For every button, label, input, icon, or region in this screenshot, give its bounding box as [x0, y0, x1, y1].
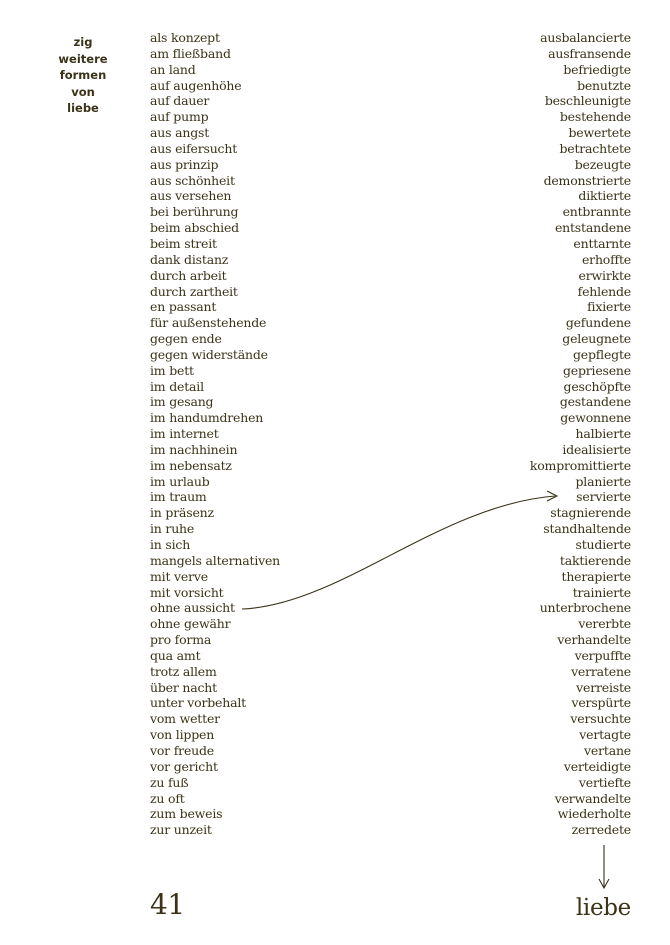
left-list-item: im bett [150, 362, 194, 378]
right-list-item: entstandene [554, 220, 631, 236]
right-list-item: standhaltende [543, 521, 631, 537]
right-list-item: gewonnene [560, 410, 631, 426]
left-list-item: durch zartheit [150, 283, 238, 299]
left-list-item: ohne aussicht [150, 600, 235, 616]
left-list-item: im gesang [150, 394, 214, 410]
left-list-item: im nachhinein [150, 441, 238, 457]
left-list-item: zu fuß [150, 774, 189, 790]
left-list-item: im detail [150, 378, 204, 394]
right-list-item: verratene [571, 663, 631, 679]
left-list-item: qua amt [150, 647, 201, 663]
right-list-item: taktierende [559, 552, 631, 568]
right-list-item: bestehende [559, 109, 631, 125]
left-list-item: gegen ende [150, 331, 222, 347]
right-list-item: verhandelte [557, 632, 631, 648]
right-list-item: stagnierende [550, 505, 631, 521]
left-list-item: auf augenhöhe [150, 77, 242, 93]
left-list-item: im handumdrehen [150, 410, 264, 426]
left-list-item: als konzept [150, 30, 220, 45]
curved-arrow-line [242, 496, 555, 609]
left-list-item: in präsenz [150, 505, 214, 521]
left-list-item: über nacht [150, 679, 217, 695]
right-list-item: halbierte [575, 426, 631, 442]
right-list-item: befriedigte [563, 61, 631, 77]
right-list-item: beschleunigte [544, 93, 631, 109]
left-list-item: im nebensatz [150, 457, 232, 473]
right-list-item: unterbrochene [539, 600, 631, 616]
left-list-item: unter vorbehalt [150, 695, 246, 711]
left-list-item: dank distanz [150, 251, 229, 267]
left-list-item: von lippen [150, 727, 215, 743]
right-list-item: ausbalancierte [540, 30, 631, 45]
right-list-item: vererbte [578, 616, 631, 632]
left-list-item: zur unzeit [150, 822, 212, 838]
left-list-item: in sich [150, 537, 191, 552]
right-list-item: gepriesene [562, 362, 631, 378]
left-list-item: aus angst [150, 125, 210, 141]
left-list-item: im internet [150, 426, 219, 442]
right-list-item: gestandene [559, 394, 631, 410]
left-list-item: aus prinzip [150, 156, 219, 172]
left-list-item: im traum [150, 489, 207, 505]
left-list-item: vom wetter [150, 711, 220, 727]
side-title-line: weitere [58, 51, 108, 66]
left-list-item: für außenstehende [150, 315, 267, 331]
left-list-item: mit vorsicht [150, 584, 224, 600]
left-list-item: aus eifersucht [150, 140, 238, 156]
right-list-item: benutzte [577, 77, 631, 93]
left-list-item: mangels alternativen [150, 552, 281, 568]
page-number: 41 [150, 888, 185, 921]
right-list-item: verspürte [571, 695, 631, 711]
right-list-item: versuchte [570, 711, 631, 727]
left-list-item: beim abschied [150, 220, 239, 236]
left-list-item: pro forma [150, 632, 212, 648]
right-list-item: vertiefte [578, 774, 631, 790]
left-list-item: beim streit [150, 235, 217, 251]
left-list-item: bei berührung [150, 204, 239, 220]
right-list-item: bezeugte [574, 156, 631, 172]
right-list-item: idealisierte [562, 441, 631, 457]
left-list-item: en passant [150, 299, 217, 315]
right-list-item: geleugnete [562, 331, 631, 347]
right-list-item: diktierte [578, 188, 631, 204]
right-list-item: entbrannte [562, 204, 631, 220]
right-list-item: gepflegte [572, 346, 631, 362]
left-list-item: am fließband [150, 45, 231, 61]
left-list-item: zum beweis [150, 806, 223, 822]
left-list-item: an land [150, 61, 196, 77]
left-list-item: aus schönheit [150, 172, 235, 188]
right-list-item: servierte [576, 489, 631, 505]
right-list-item: therapierte [561, 568, 631, 584]
side-title-line: formen [59, 68, 107, 82]
right-list-item: verwandelte [554, 790, 631, 806]
footer-word: liebe [575, 895, 631, 921]
left-list-item: auf pump [150, 109, 209, 125]
right-list-item: betrachtete [559, 140, 631, 156]
right-list-item: fixierte [587, 299, 631, 315]
right-list-item: trainierte [572, 584, 631, 600]
right-list-item: vertagte [579, 727, 631, 743]
right-list-item: enttarnte [573, 235, 631, 251]
left-list-item: trotz allem [150, 663, 217, 679]
right-list-item: gefundene [565, 315, 631, 331]
right-list-item: wiederholte [557, 806, 631, 822]
left-list-item: auf dauer [150, 93, 210, 109]
right-list-item: verpuffte [574, 647, 631, 663]
left-list-item: ohne gewähr [150, 616, 231, 632]
right-list-item: fehlende [577, 283, 631, 299]
right-list-item: planierte [575, 473, 631, 489]
left-list-item: durch arbeit [150, 267, 227, 283]
right-list-item: zerredete [571, 822, 631, 838]
left-list-item: in ruhe [150, 521, 195, 537]
right-list-item: demonstrierte [543, 172, 631, 188]
side-title-line: zig [73, 35, 93, 49]
left-list-item: im urlaub [150, 473, 210, 489]
right-list-item: geschöpfte [563, 378, 631, 394]
right-list-item: erhoffte [581, 251, 631, 267]
right-list-item: kompromittierte [529, 457, 631, 473]
right-list-item: verreiste [576, 679, 631, 695]
left-list-item: vor freude [150, 742, 214, 758]
side-title-line: von [71, 84, 95, 99]
side-title-line: liebe [67, 101, 99, 115]
right-list-item: studierte [575, 537, 631, 552]
left-list-item: mit verve [150, 568, 208, 584]
left-list-item: gegen widerstände [150, 346, 268, 362]
right-list-item: ausfransende [548, 45, 631, 61]
right-list-item: bewertete [568, 125, 631, 141]
right-list-item: verteidigte [563, 758, 631, 774]
right-list-item: erwirkte [578, 267, 631, 283]
left-list-item: aus versehen [150, 188, 232, 204]
right-list-item: vertane [584, 742, 631, 758]
left-list-item: vor gericht [150, 758, 218, 774]
left-list-item: zu oft [150, 790, 185, 806]
